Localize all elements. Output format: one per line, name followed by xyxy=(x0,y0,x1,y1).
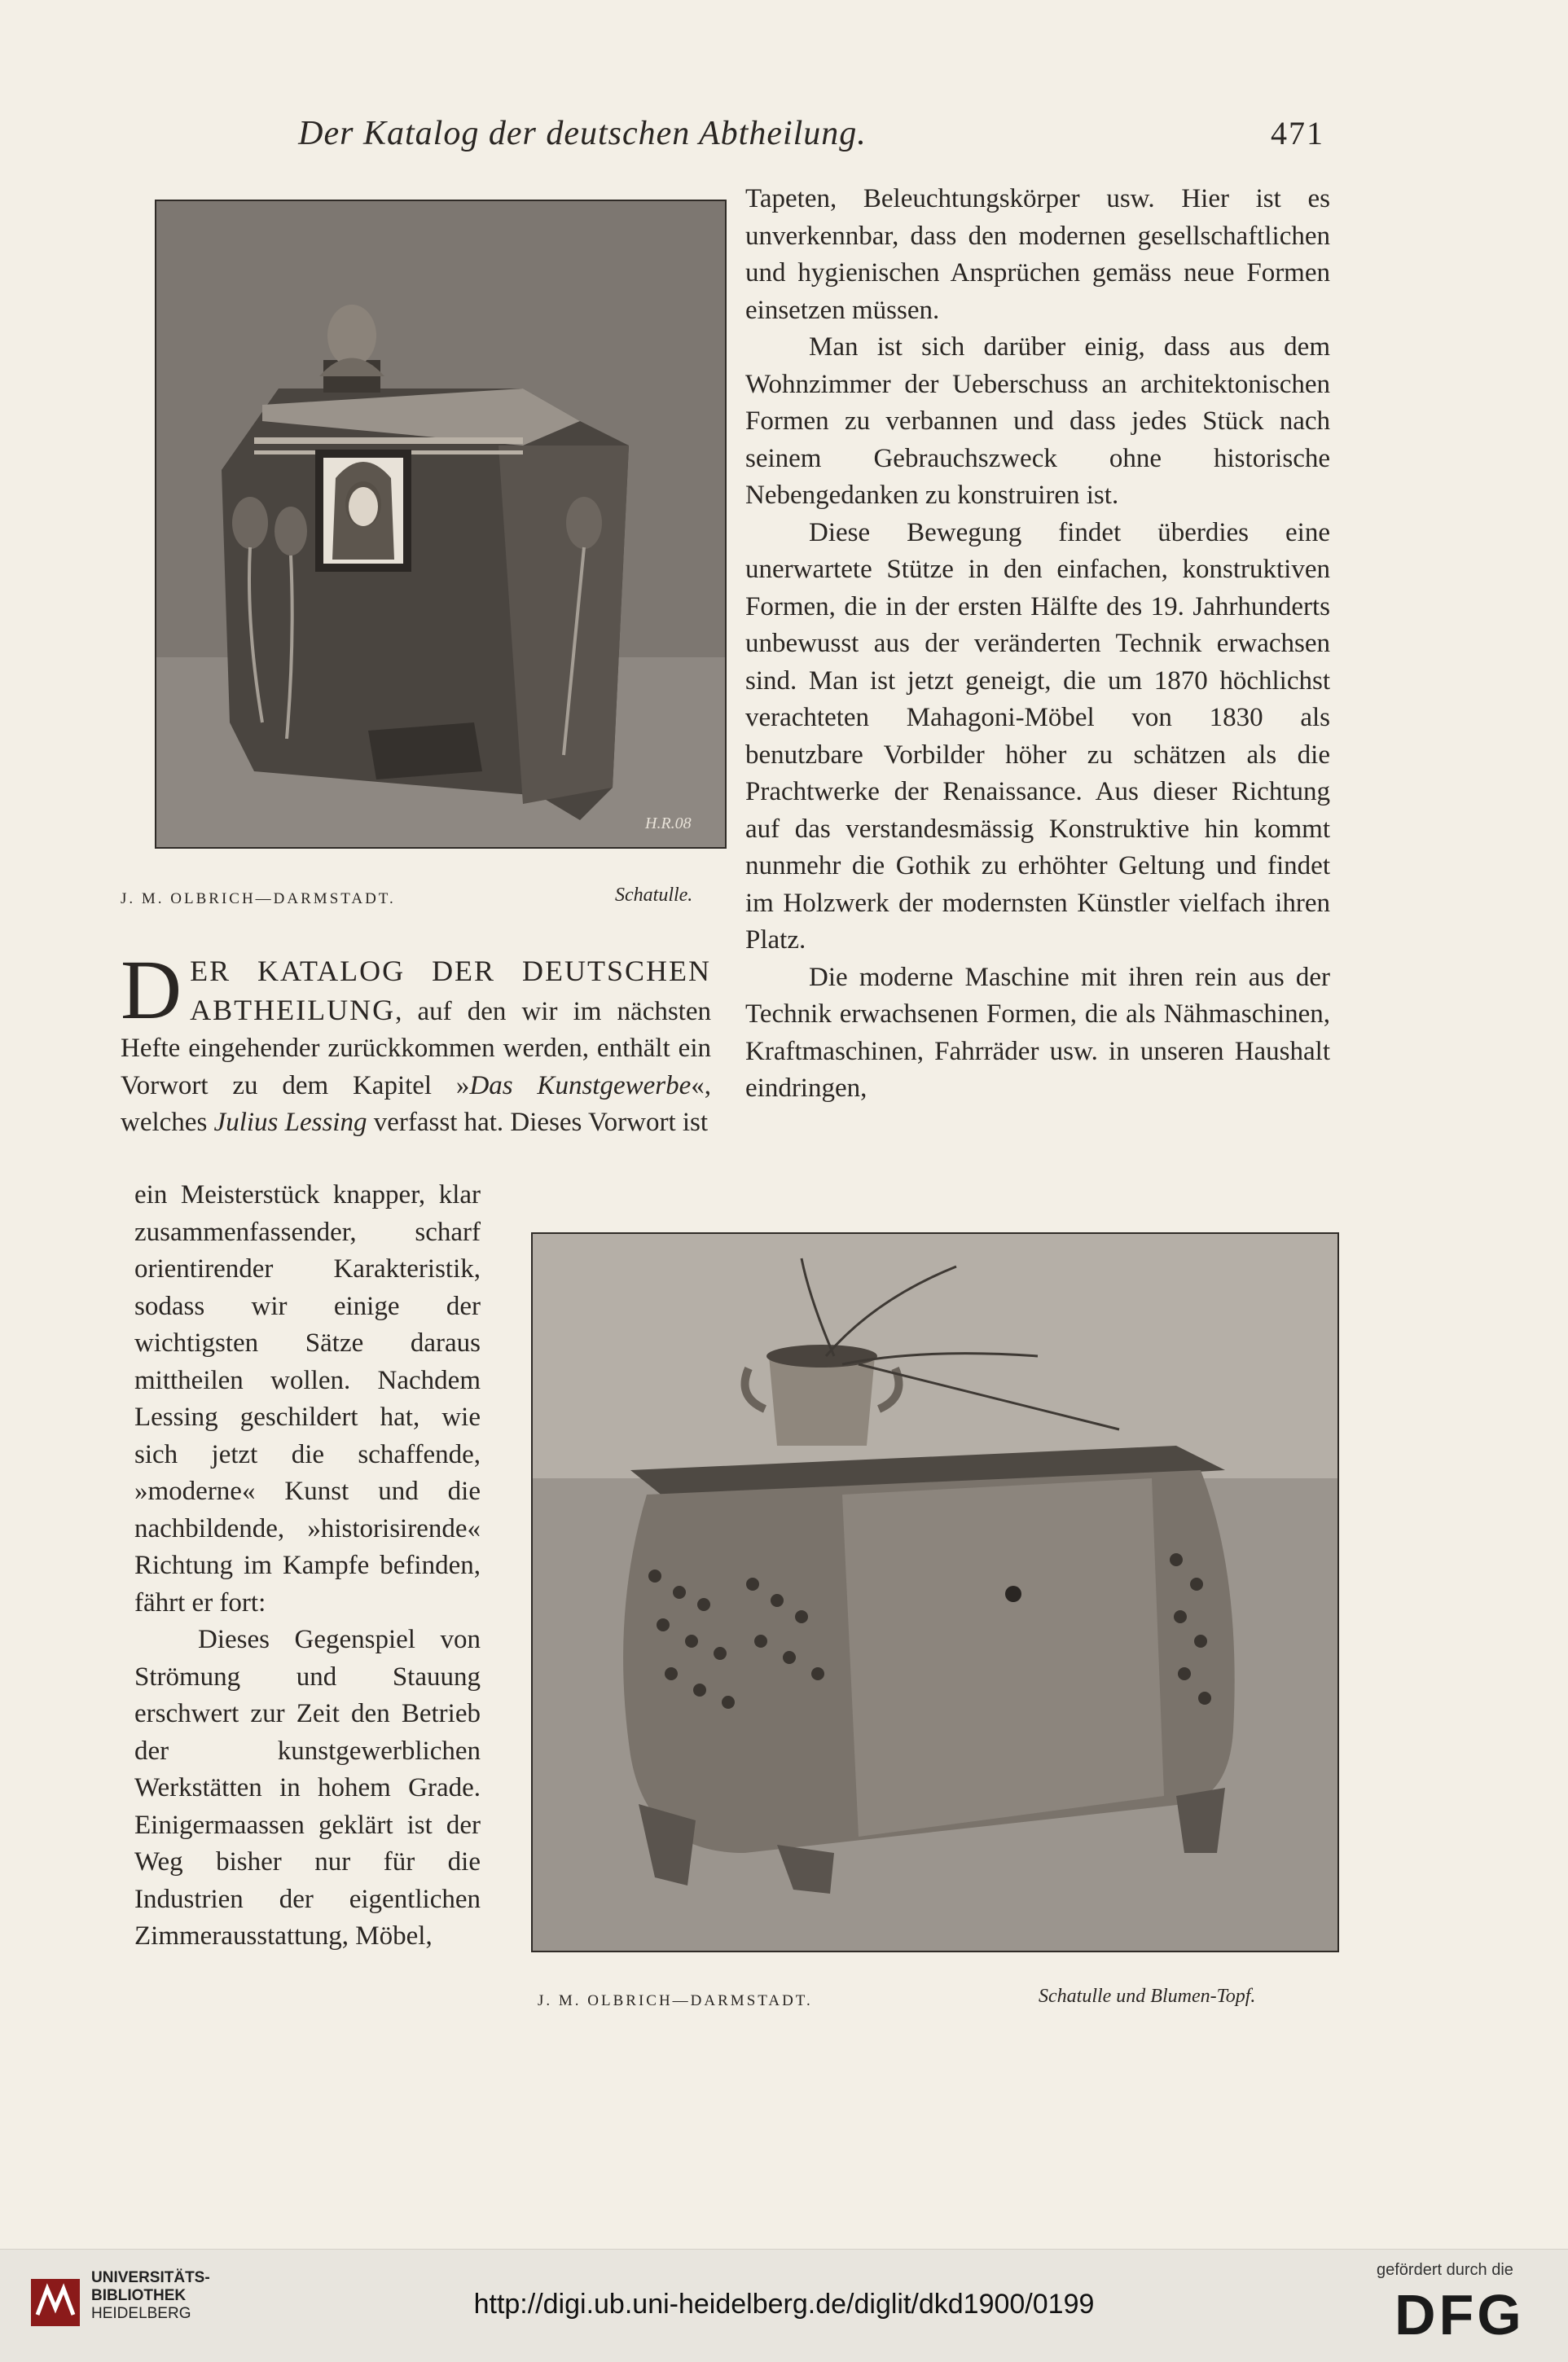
para1-narrow: ein Meisterstück knapper, klar zusammenfassender, scharf orientirender Karakteristik, sodass wir einige der wichtigsten Sätze daraus mittheilen wollen. Nachdem Lessing geschildert hat, wie sich jetzt die schaffende, »moderne« Kunst und die nachbildende, »historisirende« Richtung im Kampfe befinden, fährt er fort: xyxy=(134,1180,481,1618)
right-para4: Die moderne Maschine mit ihren rein aus der Technik erwachsenen Formen, die als Nähmaschinen, Kraftmaschinen, Fahrräder usw. in unseren Haushalt eindringen, xyxy=(745,962,1330,1103)
caption-top-artist: J. M. OLBRICH—DARMSTADT. xyxy=(121,890,396,907)
left-column-lead xyxy=(121,943,711,1142)
para1-italic-author: Julius Lessing xyxy=(213,1108,367,1137)
library-line-2: BIBLIOTHEK xyxy=(91,2287,187,2304)
photo-signature: H.R.08 xyxy=(645,814,692,832)
drop-cap: D xyxy=(121,943,182,1037)
right-column xyxy=(745,181,1330,1108)
sponsor-label: gefördert durch die xyxy=(1377,2261,1513,2279)
caption-bottom-artist: J. M. OLBRICH—DARMSTADT. xyxy=(538,1992,813,2009)
page-number: 471 xyxy=(1271,115,1324,151)
library-line-1: UNIVERSITÄTS- xyxy=(91,2269,210,2286)
running-head-title: Der Katalog der deutschen Abtheilung. xyxy=(298,115,867,152)
caption-top-title: Schatulle. xyxy=(615,885,693,906)
source-url-link[interactable]: http://digi.ub.uni-heidelberg.de/diglit/dkd1900/0199 xyxy=(473,2289,1095,2320)
caption-bottom-title: Schatulle und Blumen-Topf. xyxy=(1039,1986,1256,2007)
cabinet-illustration xyxy=(533,1234,1337,1951)
lead-caps: ER KATALOG DER DEUTSCHEN ABTHEILUNG xyxy=(190,955,711,1026)
right-para2: Man ist sich darüber einig, dass aus dem Wohnzimmer der Ueberschuss an architektonischen Formen zu verbannen und dass jedes Stück nach seinem Gebrauchszweck ohne historische Nebengedanken zu konstruiren ist. xyxy=(745,332,1330,510)
para1-top: , auf den wir im nächsten Hefte eingehender zurückkommen werden, enthält ein Vorwort zu dem Kapitel » xyxy=(121,996,711,1100)
library-line-3: HEIDELBERG xyxy=(91,2305,191,2322)
para1-end: verfasst hat. Dieses Vorwort ist xyxy=(367,1108,709,1137)
right-para3: Diese Bewegung findet überdies eine unerwartete Stütze in den einfachen, konstruktiven Formen, die in der ersten Hälfte des 19. Jahrhunderts unbewusst aus der veränderten Technik erwachsen sind. Man ist jetzt geneigt, die um 1870 höchlichst verachteten Mahagoni-Möbel von 1830 als benutzbare Vorbilder höher zu schätzen als die Prachtwerke der Renaissance. Aus dieser Richtung auf das verstandesmässig Konstruktive hin kommt nunmehr die Gothik zu erhöhter Geltung und findet im Holzwerk der modernsten Künstler vielfach ihren Platz. xyxy=(745,517,1330,955)
right-para1: Tapeten, Beleuchtungskörper usw. Hier ist es unverkennbar, dass den modernen gesellschaftlichen und hygienischen Ansprüchen gemäss neue Formen einsetzen müssen. xyxy=(745,184,1330,325)
photo-cabinet xyxy=(531,1232,1339,1952)
casket-illustration xyxy=(156,201,725,847)
left-column-narrow xyxy=(134,1177,481,1956)
photo-casket xyxy=(155,200,727,849)
dfg-logo: DFG xyxy=(1395,2283,1525,2347)
para1-mid: «, welches xyxy=(121,1070,711,1137)
para1-italic-title: Das Kunstgewerbe xyxy=(469,1070,692,1100)
para2: Dieses Gegenspiel von Strömung und Stauung erschwert zur Zeit den Betrieb der kunstgewerblichen Werkstätten in hohem Grade. Einigermaassen geklärt ist der Weg bisher nur für die Industrien der eigentlichen Zimmerausstattung, Möbel, xyxy=(134,1625,481,1951)
